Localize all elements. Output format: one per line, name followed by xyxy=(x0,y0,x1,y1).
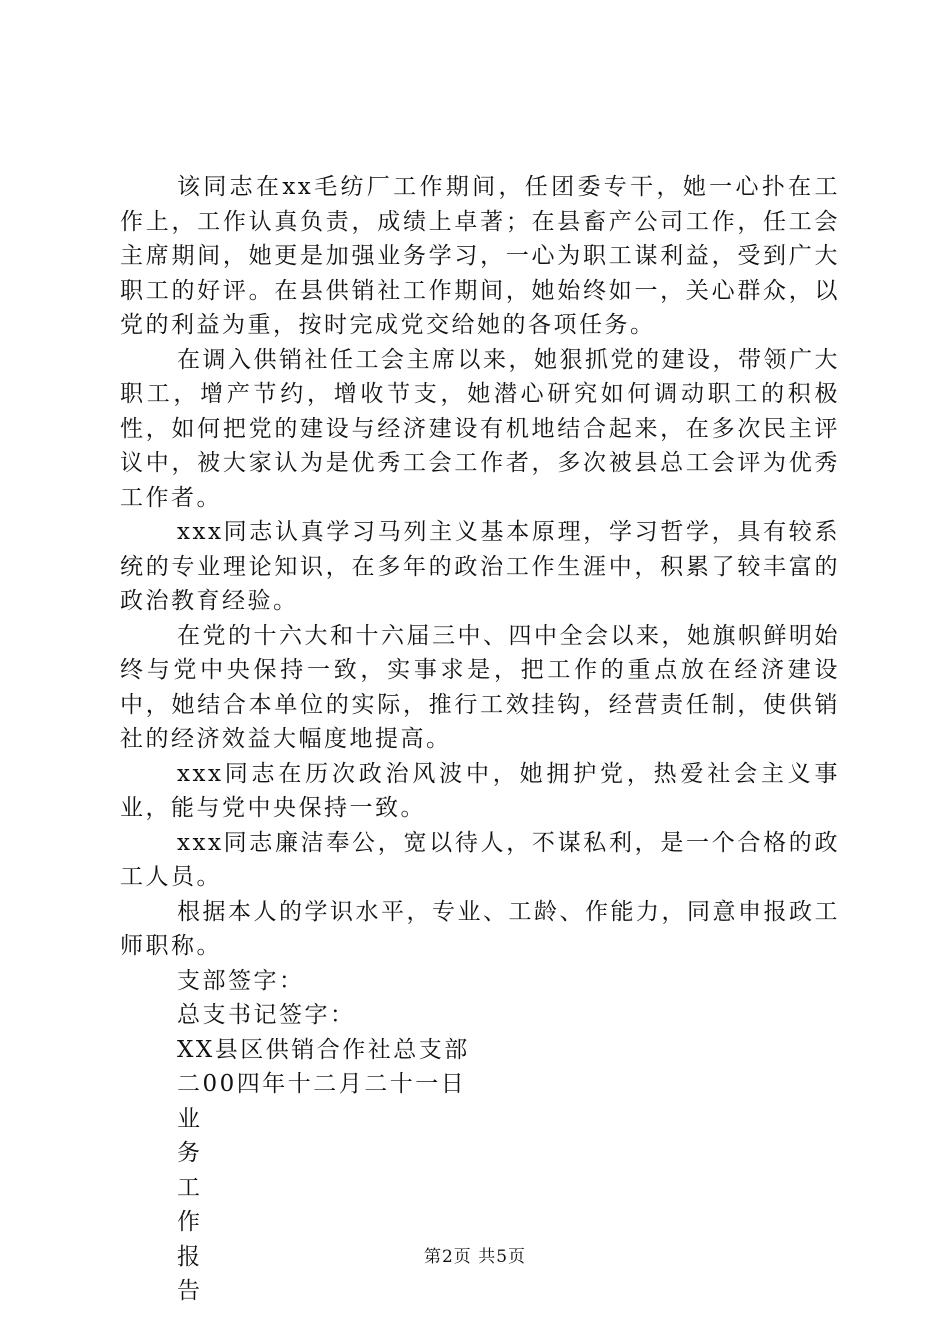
paragraph-5: xxx同志在历次政治风波中，她拥护党，热爱社会主义事业，能与党中央保持一致。 xyxy=(120,760,840,821)
page-footer: 第2页 共5页 xyxy=(423,1247,527,1267)
vertical-char: 业 xyxy=(177,1105,203,1132)
paragraph-1: 该同志在xx毛纺厂工作期间，任团委专干，她一心扑在工作上，工作认真负责，成绩上卓著；在县畜产公司工作，任工会主席期间，她更是加强业务学习，一心为职工谋利益，受到广大职工的好评。在县供销社工作期间，她始终如一，关心群众，以党的利益为重，按时完成党交给她的各项任务。 xyxy=(120,174,840,338)
paragraph-7: 根据本人的学识水平，专业、工龄、作能力，同意申报政工师职称。 xyxy=(120,898,840,959)
document-body xyxy=(120,170,840,1309)
vertical-char: 报 xyxy=(177,1243,203,1270)
vertical-char: 作 xyxy=(177,1209,203,1235)
general-secretary-signature-line: 总支书记签字： xyxy=(177,1002,356,1028)
paragraph-3: xxx同志认真学习马列主义基本原理，学习哲学，具有较系统的专业理论知识，在多年的政治工作生涯中，积累了较丰富的政治教育经验。 xyxy=(120,519,840,614)
organization-name: XX县区供销合作社总支部 xyxy=(177,1036,470,1063)
document-date: 二00四年十二月二十一日 xyxy=(177,1071,467,1097)
paragraph-4: 在党的十六大和十六届三中、四中全会以来，她旗帜鲜明始终与党中央保持一致，实事求是，把工作的重点放在经济建设中，她结合本单位的实际，推行工效挂钩，经营责任制，使供销社的经济效益大幅度地提高。 xyxy=(120,622,840,752)
vertical-title xyxy=(120,1102,840,1309)
vertical-char: 工 xyxy=(177,1174,203,1201)
paragraph-2: 在调入供销社任工会主席以来，她狠抓党的建设，带领广大职工，增产节约，增收节支，她潜心研究如何调动职工的积极性，如何把党的建设与经济建设有机地结合起来，在多次民主评议中，被大家认为是优秀工会工作者，多次被县总工会评为优秀工作者。 xyxy=(120,346,840,511)
vertical-char: 务 xyxy=(177,1140,203,1166)
vertical-char: 告 xyxy=(177,1278,203,1304)
branch-signature-line: 支部签字： xyxy=(177,967,305,994)
paragraph-6: xxx同志廉洁奉公，宽以待人，不谋私利，是一个合格的政工人员。 xyxy=(120,829,840,890)
